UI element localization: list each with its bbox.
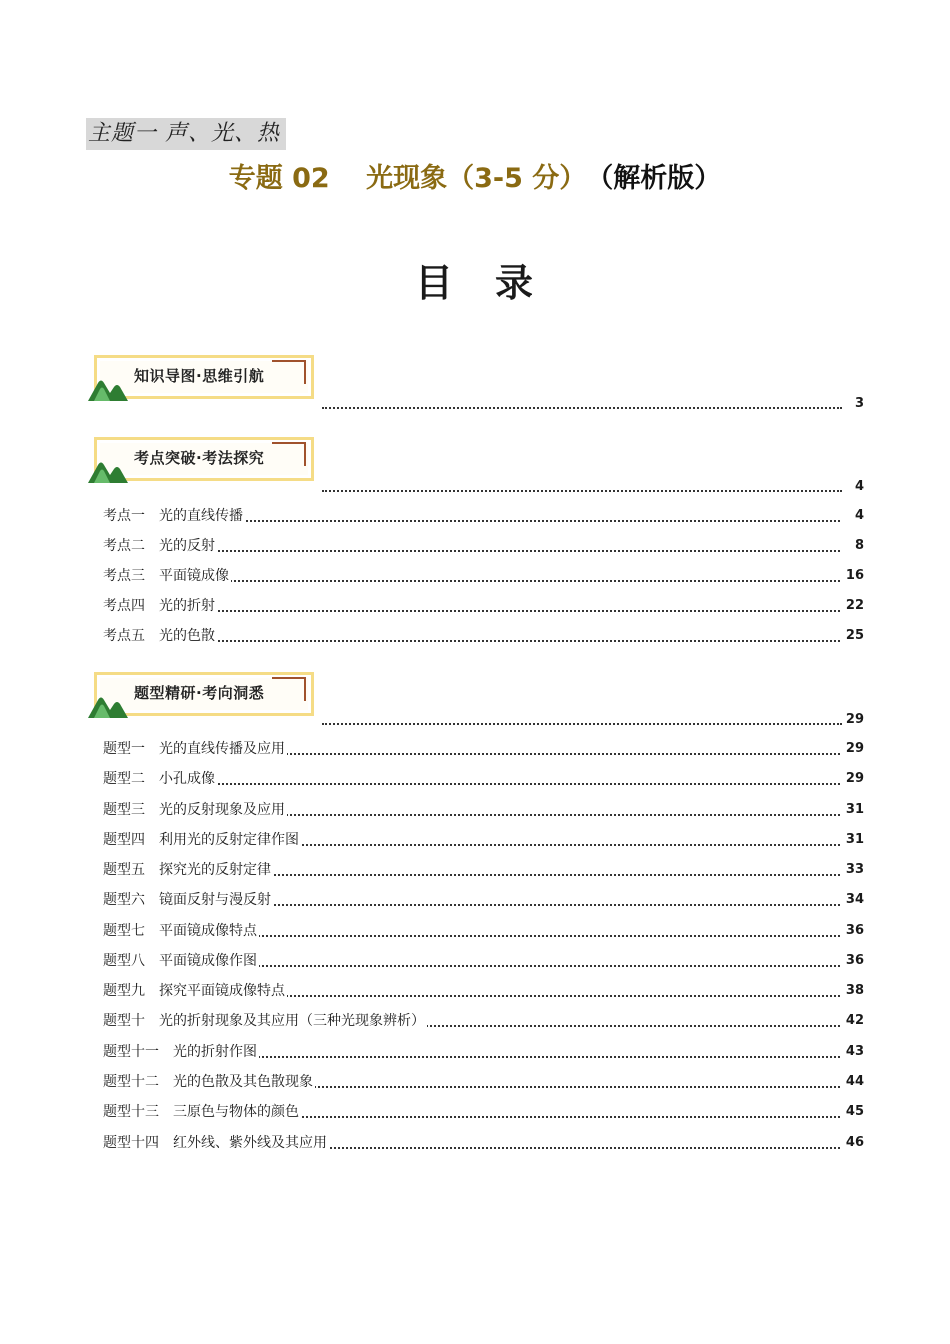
toc-entry-label: 题型四 利用光的反射定律作图 xyxy=(103,832,299,848)
section-banner-mindmap[interactable] xyxy=(88,355,318,407)
topic-tag: 主题一 声、光、热 xyxy=(86,118,286,150)
toc-entry-label: 题型十四 红外线、紫外线及其应用 xyxy=(103,1135,327,1151)
page-number: 29 xyxy=(845,712,864,727)
toc-entry[interactable] xyxy=(103,739,864,759)
toc-entry-label: 题型十 光的折射现象及其应用（三种光现象辨析） xyxy=(103,1013,425,1029)
banner-corner-decoration xyxy=(272,442,304,444)
page-number: 45 xyxy=(844,1102,864,1122)
toc-entry[interactable] xyxy=(103,951,864,971)
toc-heading: 目 录 xyxy=(414,260,535,305)
toc-entry[interactable] xyxy=(103,981,864,1001)
toc-entry-label: 题型五 探究光的反射定律 xyxy=(103,862,271,878)
banner-corner-decoration xyxy=(272,677,304,679)
toc-entry-label: 题型七 平面镜成像特点 xyxy=(103,923,257,939)
page-number: 31 xyxy=(844,800,864,820)
toc-entry[interactable] xyxy=(103,596,864,616)
page-number: 36 xyxy=(844,921,864,941)
toc-entry-label: 题型九 探究平面镜成像特点 xyxy=(103,983,285,999)
toc-entry-label: 考点三 平面镜成像 xyxy=(103,568,229,584)
banner-label: 题型精研·考向洞悉 xyxy=(134,684,265,702)
toc-entry-label: 题型二 小孔成像 xyxy=(103,771,215,787)
page-number: 8 xyxy=(853,536,864,556)
toc-entry-label: 题型十二 光的色散及其色散现象 xyxy=(103,1074,313,1090)
title-part-1: 专题 02 xyxy=(228,163,330,194)
banner-corner-decoration xyxy=(304,360,306,384)
section-banner-exam-points[interactable] xyxy=(88,437,318,489)
toc-entry[interactable] xyxy=(103,566,864,586)
toc-entry-label: 题型三 光的反射现象及应用 xyxy=(103,802,285,818)
page-number: 36 xyxy=(844,951,864,971)
section-page-row[interactable] xyxy=(322,477,864,495)
page-number: 43 xyxy=(844,1042,864,1062)
title-part-3: （解析版） xyxy=(599,163,722,194)
toc-entry[interactable] xyxy=(103,860,864,880)
page-number: 4 xyxy=(854,479,864,494)
toc-entry[interactable] xyxy=(103,921,864,941)
banner-corner-decoration xyxy=(304,442,306,466)
title-part-2: 光现象（3-5 分） xyxy=(366,163,573,194)
toc-entry-label: 考点四 光的折射 xyxy=(103,598,215,614)
toc-entry-label: 考点二 光的反射 xyxy=(103,538,215,554)
document-title xyxy=(0,160,950,198)
toc-entry-label: 题型八 平面镜成像作图 xyxy=(103,953,257,969)
toc-entry[interactable] xyxy=(103,626,864,646)
toc-entry[interactable] xyxy=(103,1042,864,1062)
banner-label: 考点突破·考法探究 xyxy=(134,449,265,467)
banner-label: 知识导图·思维引航 xyxy=(134,367,265,385)
banner-corner-decoration xyxy=(272,360,304,362)
toc-entry-label: 题型一 光的直线传播及应用 xyxy=(103,741,285,757)
toc-entry-label: 题型十三 三原色与物体的颜色 xyxy=(103,1104,299,1120)
toc-entry[interactable] xyxy=(103,506,864,526)
page-number: 44 xyxy=(844,1072,864,1092)
page-number: 4 xyxy=(853,506,864,526)
toc-entry[interactable] xyxy=(103,1072,864,1092)
page-number: 33 xyxy=(844,860,864,880)
section-banner-question-types[interactable] xyxy=(88,672,318,724)
toc-entry-label: 考点五 光的色散 xyxy=(103,628,215,644)
page-number: 16 xyxy=(844,566,864,586)
toc-entry[interactable] xyxy=(103,830,864,850)
toc-entry[interactable] xyxy=(103,769,864,789)
hills-icon xyxy=(88,692,128,718)
toc-entry-label: 题型十一 光的折射作图 xyxy=(103,1044,257,1060)
page-number: 25 xyxy=(844,626,864,646)
toc-entry[interactable] xyxy=(103,536,864,556)
section-page-row[interactable] xyxy=(322,394,864,412)
toc-entry[interactable] xyxy=(103,1133,864,1153)
hills-icon xyxy=(88,375,128,401)
toc-entry-label: 考点一 光的直线传播 xyxy=(103,508,243,524)
page-number: 3 xyxy=(854,396,864,411)
page-number: 22 xyxy=(844,596,864,616)
page-number: 34 xyxy=(844,890,864,910)
page-number: 29 xyxy=(844,739,864,759)
page-number: 29 xyxy=(844,769,864,789)
banner-corner-decoration xyxy=(304,677,306,701)
section-page-row[interactable] xyxy=(322,710,864,728)
page-number: 46 xyxy=(844,1133,864,1153)
page-number: 31 xyxy=(844,830,864,850)
toc-entry[interactable] xyxy=(103,1102,864,1122)
toc-entry[interactable] xyxy=(103,800,864,820)
hills-icon xyxy=(88,457,128,483)
toc-entry[interactable] xyxy=(103,1011,864,1031)
toc-entry-label: 题型六 镜面反射与漫反射 xyxy=(103,892,271,908)
toc-entry[interactable] xyxy=(103,890,864,910)
page-number: 38 xyxy=(844,981,864,1001)
page-number: 42 xyxy=(844,1011,864,1031)
